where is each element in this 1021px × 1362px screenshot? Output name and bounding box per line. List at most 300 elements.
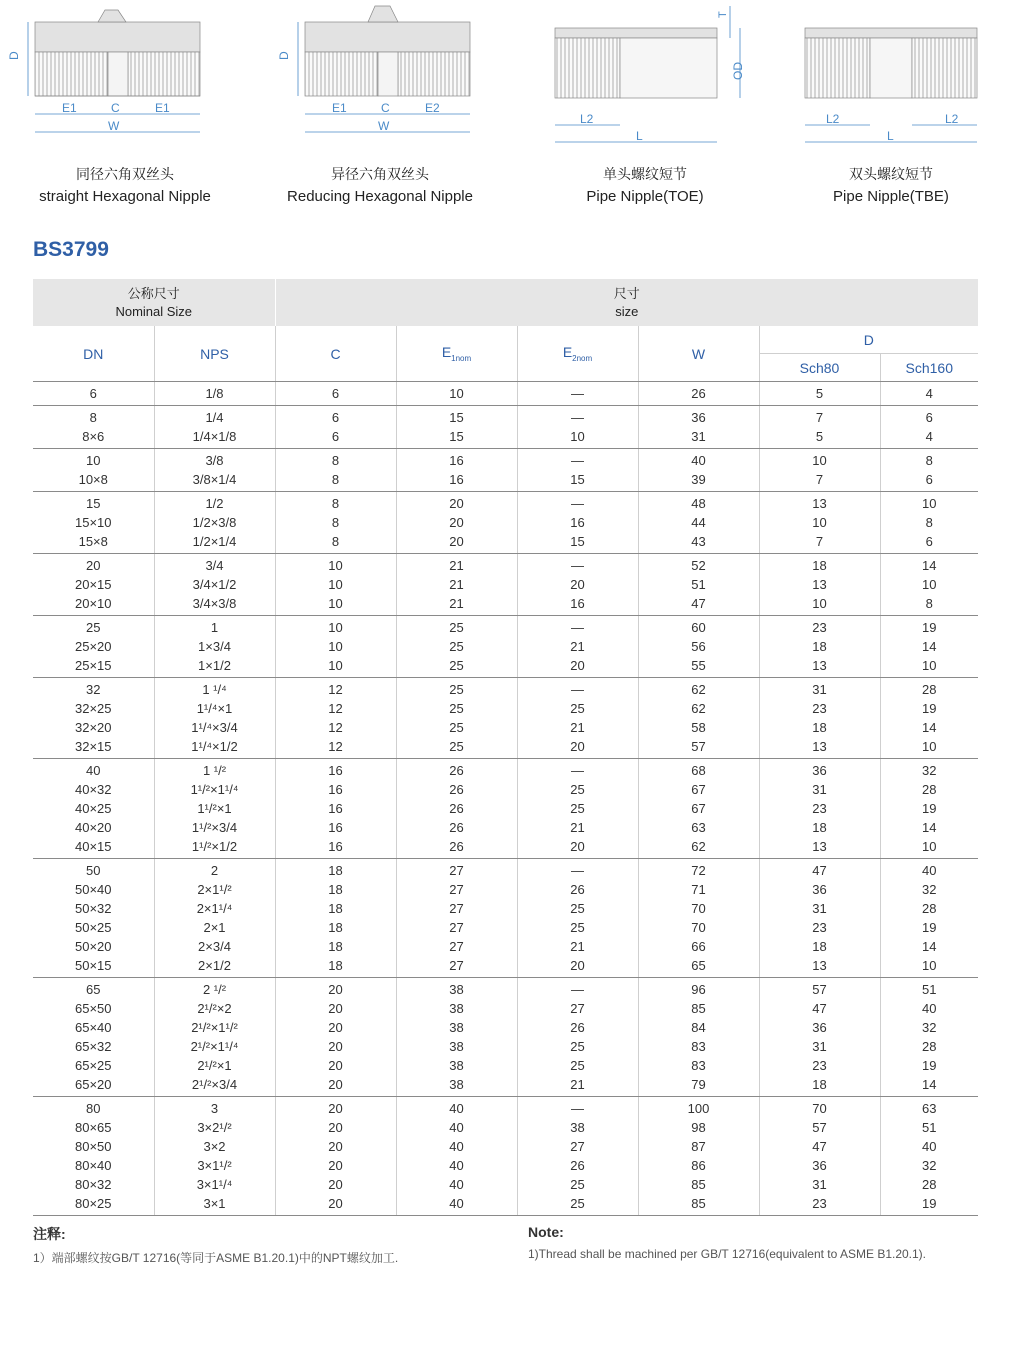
cell-value: 20: [328, 1177, 343, 1192]
cell-value: 51: [922, 982, 937, 997]
fig1-d-label: D: [7, 51, 21, 60]
cell-sch160: [880, 406, 978, 449]
cell-value: —: [571, 763, 584, 778]
cell-value: 60: [691, 620, 706, 635]
cell-value: 1¹/²×1¹/⁴: [190, 782, 239, 797]
cell-value: 20: [449, 496, 464, 511]
cell-value: 12: [328, 720, 343, 735]
cell-value: 26: [570, 1020, 585, 1035]
cell-value: 25: [570, 1196, 585, 1211]
cell-value: 13: [812, 739, 827, 754]
cell-value: 23: [812, 701, 827, 716]
cell-value: 80×25: [74, 1196, 112, 1211]
cell-value: 38: [449, 1039, 464, 1054]
cell-e2: [517, 406, 638, 449]
cell-value: 3×1¹/²: [197, 1158, 232, 1173]
cell-value: 2¹/²×3/4: [191, 1077, 238, 1092]
col-e1-sub: 1nom: [451, 353, 472, 363]
cell-sch80: [759, 554, 880, 616]
cell-value: 10: [328, 639, 343, 654]
pipe-nipple-toe-drawing: [540, 0, 750, 152]
cell-value: 16: [328, 820, 343, 835]
cell-nps: [154, 449, 275, 492]
cell-value: 27: [449, 939, 464, 954]
cell-value: 20: [449, 534, 464, 549]
cell-value: 2×1: [203, 920, 226, 935]
cell-value: 19: [922, 1196, 937, 1211]
cell-value: 12: [328, 701, 343, 716]
cell-w: [638, 554, 759, 616]
cell-dn: [33, 554, 154, 616]
cell-value: 20: [328, 1139, 343, 1154]
fig1-e1-left: E1: [62, 101, 77, 115]
cell-value: 15: [449, 429, 464, 444]
cell-value: 3/4: [205, 558, 224, 573]
cell-value: 38: [449, 1020, 464, 1035]
size-header: [275, 279, 978, 326]
cell-value: 71: [691, 882, 706, 897]
cell-value: 44: [691, 515, 706, 530]
cell-e2: [517, 382, 638, 406]
cell-c: [275, 978, 396, 1097]
cell-value: 65×32: [74, 1039, 112, 1054]
cell-e2: [517, 554, 638, 616]
cell-value: 14: [922, 1077, 937, 1092]
fig3-caption-zh: 单头螺纹短节: [603, 166, 687, 182]
cell-value: 15: [86, 496, 101, 511]
cell-value: 36: [691, 410, 706, 425]
cell-value: 1/4×1/8: [192, 429, 237, 444]
cell-value: 2¹/²×1¹/⁴: [190, 1039, 239, 1054]
cell-value: 16: [449, 453, 464, 468]
cell-value: 18: [328, 863, 343, 878]
cell-nps: [154, 1097, 275, 1216]
cell-value: 10: [812, 596, 827, 611]
cell-value: 12: [328, 739, 343, 754]
cell-value: 28: [922, 901, 937, 916]
cell-nps: [154, 382, 275, 406]
cell-sch160: [880, 492, 978, 554]
cell-value: 14: [922, 939, 937, 954]
cell-value: 10: [812, 515, 827, 530]
cell-value: 7: [815, 534, 824, 549]
cell-value: 80: [86, 1101, 101, 1116]
cell-value: 23: [812, 1196, 827, 1211]
col-e1-letter: E: [441, 344, 452, 361]
table-row-group: [33, 382, 978, 406]
cell-value: 18: [812, 558, 827, 573]
cell-value: 20: [570, 577, 585, 592]
cell-value: 40: [449, 1177, 464, 1192]
cell-dn: [33, 492, 154, 554]
cell-value: 80×50: [74, 1139, 112, 1154]
cell-value: 32×15: [74, 739, 112, 754]
cell-value: 6: [331, 429, 340, 444]
cell-sch80: [759, 382, 880, 406]
fig4-caption-en: Pipe Nipple(TBE): [833, 188, 949, 205]
cell-value: 8: [925, 515, 933, 530]
cell-dn: [33, 859, 154, 978]
cell-value: 58: [691, 720, 706, 735]
cell-value: 20: [570, 839, 585, 854]
cell-e1: [396, 978, 517, 1097]
cell-value: 8: [925, 596, 933, 611]
cell-sch160: [880, 382, 978, 406]
cell-value: 80×32: [74, 1177, 112, 1192]
cell-dn: [33, 382, 154, 406]
col-dn-header: DN: [33, 326, 154, 382]
cell-value: 20: [328, 982, 343, 997]
cell-value: 1/4: [205, 410, 224, 425]
cell-value: 2¹/²×2: [197, 1001, 232, 1016]
cell-value: 18: [812, 939, 827, 954]
cell-value: 21: [570, 720, 585, 735]
cell-value: 1/2: [205, 496, 224, 511]
cell-value: 47: [812, 863, 827, 878]
cell-value: 16: [328, 782, 343, 797]
cell-value: 1 ¹/⁴: [202, 682, 227, 697]
cell-e2: [517, 678, 638, 759]
cell-c: [275, 492, 396, 554]
cell-sch80: [759, 1097, 880, 1216]
col-sch160-header: Sch160: [880, 354, 978, 382]
cell-e1: [396, 678, 517, 759]
cell-value: —: [571, 496, 584, 511]
cell-value: 47: [691, 596, 706, 611]
fig3-od-label: OD: [731, 62, 745, 80]
cell-value: 83: [691, 1039, 706, 1054]
col-e1-header: [396, 326, 517, 382]
cell-value: 28: [922, 1177, 937, 1192]
fig3-l-label: L: [636, 129, 643, 143]
cell-value: 63: [922, 1101, 937, 1116]
cell-dn: [33, 1097, 154, 1216]
cell-value: 3×2: [203, 1139, 226, 1154]
cell-value: 65×25: [74, 1058, 112, 1073]
cell-value: 57: [812, 1120, 827, 1135]
cell-value: 85: [691, 1177, 706, 1192]
cell-value: 14: [922, 720, 937, 735]
col-nps-header: NPS: [154, 326, 275, 382]
cell-value: 27: [449, 882, 464, 897]
cell-value: 10: [449, 386, 464, 401]
cell-value: 32×25: [74, 701, 112, 716]
cell-value: 20: [328, 1039, 343, 1054]
notes-zh: [33, 1224, 473, 1270]
cell-value: 51: [691, 577, 706, 592]
cell-value: 10: [570, 429, 585, 444]
cell-value: 25: [449, 720, 464, 735]
cell-w: [638, 449, 759, 492]
cell-value: 27: [570, 1139, 585, 1154]
cell-e1: [396, 406, 517, 449]
notes-zh-title: 注释:: [33, 1226, 66, 1242]
cell-value: 3×2¹/²: [197, 1120, 232, 1135]
cell-value: 20: [570, 958, 585, 973]
cell-value: 52: [691, 558, 706, 573]
cell-value: 31: [812, 782, 827, 797]
cell-value: 40: [449, 1158, 464, 1173]
cell-e1: [396, 492, 517, 554]
cell-value: 38: [449, 1058, 464, 1073]
pipe-nipple-tbe-drawing: [790, 0, 1000, 152]
cell-value: —: [571, 1101, 584, 1116]
cell-value: 26: [449, 782, 464, 797]
cell-value: 3: [210, 1101, 219, 1116]
cell-nps: [154, 678, 275, 759]
cell-dn: [33, 616, 154, 678]
cell-value: 40×32: [74, 782, 112, 797]
table-row-group: [33, 678, 978, 759]
cell-value: 1×1/2: [198, 658, 231, 673]
notes-en-text: 1)Thread shall be machined per GB/T 12716(equivalent to ASME B1.20.1).: [528, 1247, 927, 1261]
cell-sch160: [880, 859, 978, 978]
size-en: size: [615, 303, 639, 319]
cell-value: 40: [922, 1001, 937, 1016]
cell-value: 26: [449, 801, 464, 816]
cell-value: 21: [570, 1077, 585, 1092]
cell-value: 8: [331, 496, 340, 511]
cell-value: —: [571, 682, 584, 697]
col-e2-header: [517, 326, 638, 382]
cell-value: 57: [812, 982, 827, 997]
cell-sch80: [759, 678, 880, 759]
cell-value: 19: [922, 701, 937, 716]
cell-value: 14: [922, 558, 937, 573]
cell-w: [638, 492, 759, 554]
cell-value: 85: [691, 1001, 706, 1016]
cell-value: 43: [691, 534, 706, 549]
cell-e1: [396, 382, 517, 406]
cell-value: 8: [331, 534, 340, 549]
cell-value: 13: [812, 958, 827, 973]
straight-hex-nipple-drawing: [7, 0, 220, 152]
cell-value: 48: [691, 496, 706, 511]
cell-value: 51: [922, 1120, 937, 1135]
cell-value: 1¹/⁴×1: [196, 701, 233, 716]
cell-value: 18: [328, 958, 343, 973]
cell-e2: [517, 759, 638, 859]
cell-value: 8: [925, 453, 933, 468]
cell-value: 50×32: [74, 901, 112, 916]
cell-value: 39: [691, 472, 706, 487]
fig3-caption-en: Pipe Nipple(TOE): [586, 188, 704, 205]
cell-e1: [396, 554, 517, 616]
cell-value: 6: [925, 534, 933, 549]
cell-value: 1/8: [205, 386, 224, 401]
cell-value: 32: [86, 682, 101, 697]
cell-value: 28: [922, 682, 937, 697]
cell-value: 10: [922, 958, 937, 973]
cell-value: 2×1¹/²: [197, 882, 232, 897]
cell-value: —: [571, 410, 584, 425]
cell-value: 10: [922, 496, 937, 511]
table-row-group: [33, 978, 978, 1097]
cell-value: 16: [328, 801, 343, 816]
cell-value: —: [571, 863, 584, 878]
fig3-l2-label: L2: [580, 112, 594, 126]
cell-sch160: [880, 616, 978, 678]
cell-e1: [396, 759, 517, 859]
cell-value: 47: [812, 1001, 827, 1016]
cell-value: 26: [570, 882, 585, 897]
cell-value: 20: [328, 1020, 343, 1035]
cell-value: 32: [922, 763, 937, 778]
cell-value: 25: [570, 701, 585, 716]
table-row-group: [33, 759, 978, 859]
cell-value: 26: [449, 763, 464, 778]
cell-value: —: [571, 982, 584, 997]
cell-value: 21: [570, 820, 585, 835]
cell-value: 84: [691, 1020, 706, 1035]
fig1-caption-zh: 同径六角双丝头: [76, 166, 174, 182]
notes-zh-text: 1）端部螺纹按GB/T 12716(等同于ASME B1.20.1)中的NPT螺纹加工.: [33, 1251, 399, 1265]
cell-value: 19: [922, 1058, 937, 1073]
cell-value: 21: [570, 639, 585, 654]
fig1-c-label: C: [111, 101, 120, 115]
cell-value: 36: [812, 763, 827, 778]
cell-value: 72: [691, 863, 706, 878]
cell-value: 21: [449, 577, 464, 592]
cell-value: 80×65: [74, 1120, 112, 1135]
cell-value: 25×15: [74, 658, 112, 673]
cell-value: 66: [691, 939, 706, 954]
cell-value: 40: [449, 1139, 464, 1154]
cell-sch160: [880, 1097, 978, 1216]
cell-value: 25: [86, 620, 101, 635]
cell-value: 3/4×3/8: [192, 596, 237, 611]
cell-value: 50×25: [74, 920, 112, 935]
cell-value: 10: [86, 453, 101, 468]
fig4-l-label: L: [887, 129, 894, 143]
cell-value: 32: [922, 882, 937, 897]
fig3-t-label: T: [717, 11, 729, 18]
cell-value: 38: [449, 982, 464, 997]
cell-value: 20: [328, 1158, 343, 1173]
nominal-size-zh: 公称尺寸: [127, 285, 180, 301]
cell-value: 2 ¹/²: [202, 982, 227, 997]
cell-value: 67: [691, 801, 706, 816]
cell-value: 27: [449, 901, 464, 916]
cell-value: 19: [922, 920, 937, 935]
cell-value: 31: [812, 1177, 827, 1192]
nominal-size-header: [33, 279, 275, 326]
cell-value: 8: [89, 410, 97, 425]
cell-e1: [396, 616, 517, 678]
cell-value: 26: [449, 820, 464, 835]
cell-value: 40: [449, 1101, 464, 1116]
cell-value: 3/8×1/4: [192, 472, 237, 487]
cell-value: 18: [812, 820, 827, 835]
cell-e2: [517, 492, 638, 554]
cell-e2: [517, 859, 638, 978]
cell-value: 10: [328, 620, 343, 635]
cell-value: 86: [691, 1158, 706, 1173]
cell-value: 12: [328, 682, 343, 697]
cell-dn: [33, 978, 154, 1097]
cell-nps: [154, 759, 275, 859]
cell-value: 31: [812, 1039, 827, 1054]
cell-value: 40: [449, 1196, 464, 1211]
cell-value: 87: [691, 1139, 706, 1154]
cell-value: 20: [570, 739, 585, 754]
cell-value: 98: [691, 1120, 706, 1135]
fig1-caption: [0, 164, 255, 205]
cell-value: 23: [812, 920, 827, 935]
cell-sch160: [880, 978, 978, 1097]
cell-value: 56: [691, 639, 706, 654]
cell-w: [638, 678, 759, 759]
cell-c: [275, 554, 396, 616]
cell-value: 14: [922, 639, 937, 654]
cell-value: 40: [86, 763, 101, 778]
cell-value: 3/8: [205, 453, 224, 468]
cell-value: 62: [691, 701, 706, 716]
cell-c: [275, 406, 396, 449]
cell-w: [638, 1097, 759, 1216]
cell-value: 70: [691, 920, 706, 935]
cell-e2: [517, 978, 638, 1097]
cell-value: 10: [328, 558, 343, 573]
cell-dn: [33, 406, 154, 449]
cell-value: 57: [691, 739, 706, 754]
cell-value: 6: [331, 386, 340, 401]
cell-value: 25: [570, 901, 585, 916]
cell-value: 21: [570, 939, 585, 954]
cell-value: 32: [922, 1158, 937, 1173]
cell-value: 23: [812, 1058, 827, 1073]
cell-dn: [33, 759, 154, 859]
cell-value: 6: [331, 410, 340, 425]
cell-value: 15: [449, 410, 464, 425]
col-w-header: W: [638, 326, 759, 382]
notes-en-title: Note:: [528, 1224, 564, 1240]
cell-sch80: [759, 859, 880, 978]
col-e2-sub: 2nom: [572, 353, 593, 363]
cell-value: 6: [925, 472, 933, 487]
cell-sch80: [759, 449, 880, 492]
cell-value: 1/2×3/8: [192, 515, 237, 530]
cell-e2: [517, 449, 638, 492]
straight-hex-nipple-svg: [7, 0, 220, 152]
cell-value: 15×8: [78, 534, 108, 549]
cell-value: 10: [922, 739, 937, 754]
cell-value: 55: [691, 658, 706, 673]
cell-value: 85: [691, 1196, 706, 1211]
cell-nps: [154, 554, 275, 616]
cell-value: 38: [449, 1077, 464, 1092]
cell-value: 1: [210, 620, 219, 635]
cell-value: 100: [687, 1101, 710, 1116]
cell-value: 18: [812, 639, 827, 654]
cell-value: 25×20: [74, 639, 112, 654]
cell-value: 18: [328, 939, 343, 954]
cell-value: 1 ¹/²: [202, 763, 227, 778]
cell-value: 20: [570, 658, 585, 673]
fig2-d-label: D: [277, 51, 291, 60]
cell-value: 18: [328, 882, 343, 897]
cell-value: 65×40: [74, 1020, 112, 1035]
cell-value: 2: [210, 863, 219, 878]
cell-value: 25: [570, 1058, 585, 1073]
reducing-hex-nipple-svg: [277, 0, 490, 152]
cell-value: 1¹/²×3/4: [191, 820, 238, 835]
cell-value: 62: [691, 839, 706, 854]
cell-value: 40: [691, 453, 706, 468]
cell-value: 3/4×1/2: [192, 577, 237, 592]
table-row-group: [33, 859, 978, 978]
cell-value: 1¹/⁴×1/2: [191, 739, 238, 754]
